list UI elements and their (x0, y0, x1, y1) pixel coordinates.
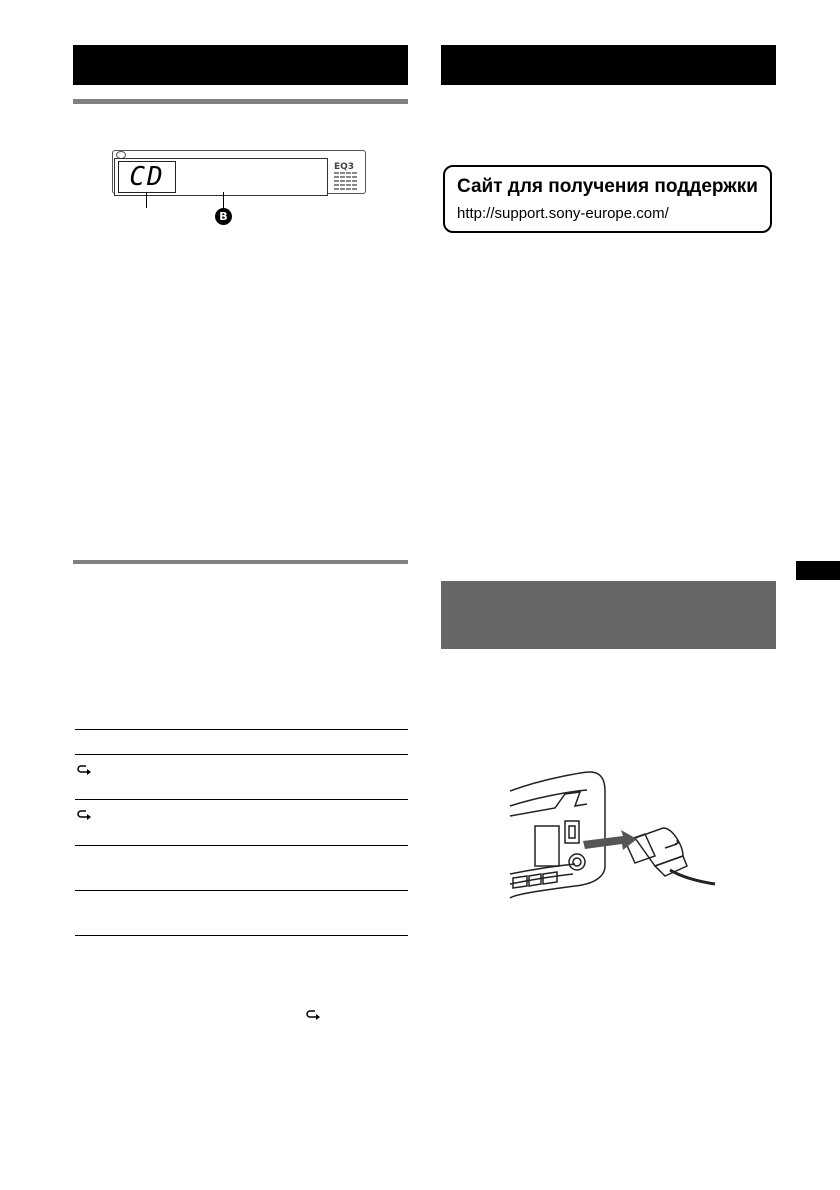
table-rule (75, 754, 408, 755)
left-section-rule (73, 99, 408, 104)
table-rule (75, 890, 408, 891)
right-section-bar (441, 581, 776, 649)
table-rule (75, 845, 408, 846)
support-site-title: Сайт для получения поддержки (457, 176, 758, 197)
left-section-rule-2 (73, 560, 408, 564)
repeat-icon (77, 809, 93, 823)
eq-bars-icon (334, 172, 358, 190)
table-rule (75, 935, 408, 936)
language-side-tab (796, 561, 840, 580)
support-site-url[interactable]: http://support.sony-europe.com/ (457, 205, 669, 222)
table-rule (75, 729, 408, 730)
usb-connection-illustration (505, 766, 717, 906)
callout-b-marker: B (215, 208, 232, 225)
table-rule (75, 799, 408, 800)
callout-a-leader (146, 192, 147, 208)
repeat-icon (306, 1009, 322, 1023)
left-heading-bar (73, 45, 408, 85)
callout-b-leader (223, 192, 224, 208)
eq-indicator: EQ3 (334, 162, 355, 172)
source-indicator: CD (118, 161, 176, 193)
repeat-icon (77, 764, 93, 778)
right-heading-bar (441, 45, 776, 85)
